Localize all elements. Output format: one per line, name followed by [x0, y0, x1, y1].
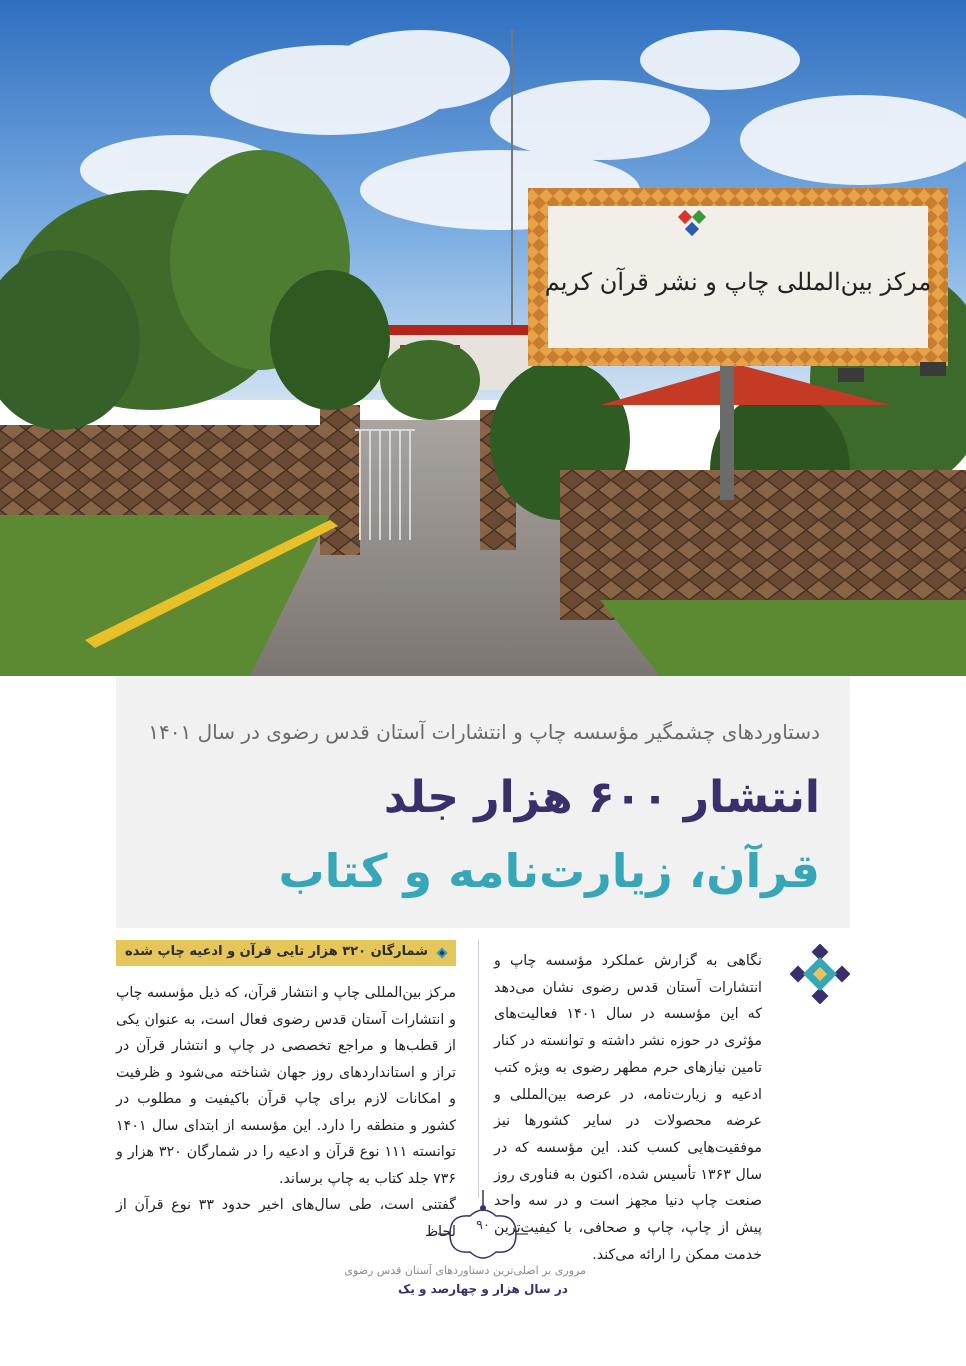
sign-post — [720, 360, 734, 500]
article-subtitle: دستاوردهای چشمگیر مؤسسه چاپ و انتشارات آستان قدس رضوی در سال ۱۴۰۱ — [148, 720, 820, 744]
footer-year: در سال هزار و چهارصد و یک — [398, 1282, 568, 1296]
left-column — [116, 980, 456, 1245]
flood-light — [838, 368, 864, 382]
stone-wall-left — [0, 425, 330, 515]
intro-paragraph: نگاهی به گزارش عملکرد مؤسسه چاپ و انتشارات آستان قدس رضوی نشان می‌دهد که این مؤسسه در سال ۱۴۰۱ فعالیت‌های مؤثری در حوزه نشر داشته و توانسته در کنار تامین نیازهای حرم مطهر رضوی به ویژه کتب ادعیه و زیارت‌نامه، در عرصه بین‌المللی و عرضه محصولات در سایر کشورها نیز موفقیت‌هایی کسب کند. این مؤسسه که در سال ۱۳۶۳ تأسیس شده، اکنون به فناوری روز صنعت چاپ دنیا مجهز است و در سه واحد پیش از چاپ، چاپ و صحافی، با کیفیت‌ترین خدمت ممکن را ارائه می‌کند. — [494, 953, 762, 1263]
section-heading: شمارگان ۳۲۰ هزار تایی قرآن و ادعیه چاپ شده — [125, 944, 428, 959]
section-diamond-icon — [434, 945, 450, 961]
billboard-text: مرکز بین‌المللی چاپ و نشر قرآن کریم — [544, 268, 932, 296]
title-band — [116, 676, 850, 928]
gate-pillar-left — [320, 405, 360, 555]
footer-caption: مروری بر اصلی‌ترین دستاوردهای آستان قدس رضوی — [344, 1264, 586, 1277]
flood-light — [920, 362, 946, 376]
article-title-line1: انتشار ۶۰۰ هزار جلد — [383, 772, 820, 823]
body-paragraph: مرکز بین‌المللی چاپ و انتشار قرآن، که ذیل مؤسسه چاپ و انتشارات آستان قدس رضوی فعال است، به عنوان یکی از قطب‌ها و مراجع تخصصی در چاپ و انتشار قرآن در تراز و استانداردهای روز جهان شناخته می‌شود و ظرفیت و امکانات لازم برای چاپ قرآن باکیفیت و مطلوب در کشور و منطقه را دارد. این مؤسسه از ابتدای سال ۱۴۰۱ توانسته ۱۱۱ نوع قرآن و ادعیه را در شمارگان ۳۲۰ هزار و ۷۳۶ جلد کتاب به چاپ برساند. — [116, 985, 456, 1187]
section-heading-bar — [116, 940, 456, 966]
ornament-icon — [790, 944, 850, 1004]
body-paragraph: گفتنی است، طی سال‌های اخیر حدود ۳۳ نوع قرآن از لحاظ — [116, 1197, 456, 1240]
grass-right — [600, 600, 966, 676]
page-number: ۹۰ — [476, 1218, 490, 1233]
column-divider — [478, 940, 479, 1198]
article-title-line2: قرآن، زیارت‌نامه و کتاب — [278, 844, 820, 898]
billboard — [528, 188, 948, 366]
stone-wall-right — [560, 470, 966, 620]
cover-photo — [0, 0, 966, 676]
